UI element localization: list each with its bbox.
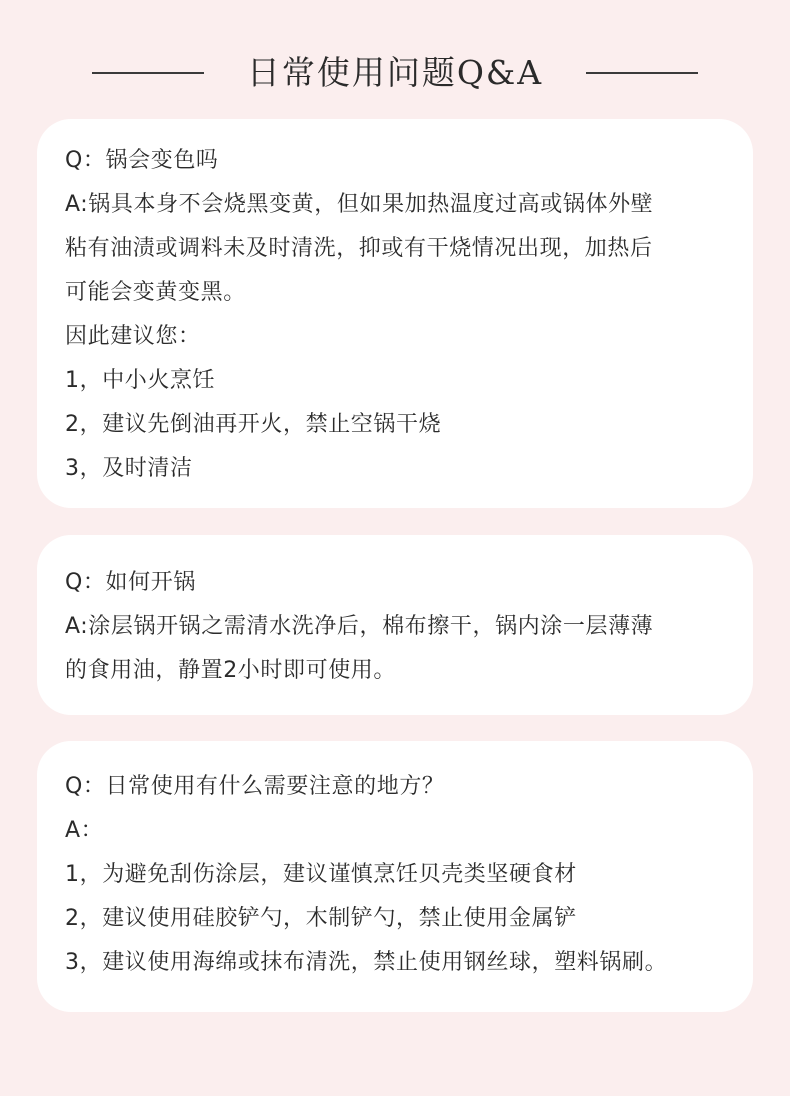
advice-heading: 因此建议您： [65, 324, 201, 349]
answer-text: 可能会变黄变黑。 [65, 280, 246, 305]
qa-card-color-change [37, 119, 753, 508]
advice-item: 3，建议使用海绵或抹布清洗，禁止使用钢丝球，塑料锅刷。 [65, 950, 668, 975]
advice-item: 2，建议先倒油再开火，禁止空锅干烧 [65, 412, 442, 437]
question-text: Q：锅会变色吗 [65, 148, 219, 173]
answer-text: 的食用油，静置2小时即可使用。 [65, 658, 396, 683]
question-text: Q：日常使用有什么需要注意的地方？ [65, 774, 445, 799]
advice-item: 1，中小火烹饪 [65, 368, 216, 393]
qa-card-seasoning [37, 535, 753, 715]
question-text: Q：如何开锅 [65, 570, 196, 595]
header-right-divider [586, 72, 698, 74]
advice-item: 3，及时清洁 [65, 456, 193, 481]
header-left-divider [92, 72, 204, 74]
advice-item: 1，为避免刮伤涂层，建议谨慎烹饪贝壳类坚硬食材 [65, 862, 577, 887]
answer-text: A： [65, 818, 104, 843]
answer-text: 粘有油渍或调料未及时清洗，抑或有干烧情况出现，加热后 [65, 236, 653, 261]
section-header [0, 42, 790, 104]
page-title: 日常使用问题Q&A [246, 53, 544, 92]
answer-text: A:锅具本身不会烧黑变黄，但如果加热温度过高或锅体外壁 [65, 192, 654, 217]
answer-text: A:涂层锅开锅之需清水洗净后，棉布擦干，锅内涂一层薄薄 [65, 614, 654, 639]
advice-item: 2，建议使用硅胶铲勺，木制铲勺，禁止使用金属铲 [65, 906, 577, 931]
qa-card-daily-use [37, 741, 753, 1012]
